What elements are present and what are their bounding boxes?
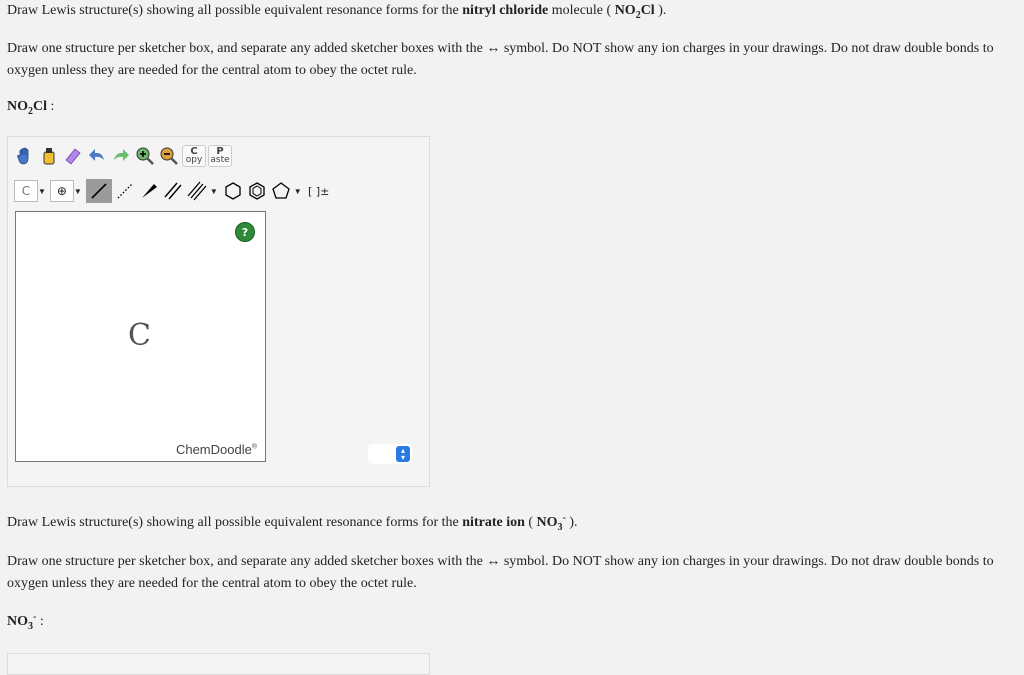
template-bracket-icon[interactable]: [ ]± — [308, 184, 330, 198]
q2-formula: $NO_3^-$ — [536, 512, 566, 533]
help-icon[interactable]: ? — [235, 222, 255, 242]
question2-prompt — [7, 512, 1010, 534]
zoom-in-icon[interactable] — [134, 145, 156, 167]
sketcher-toolbar-row1 — [14, 142, 234, 170]
up-down-arrows-icon[interactable]: ▴ ▾ — [396, 446, 410, 462]
q1-intro-text-c: ). — [654, 3, 667, 18]
charge-dropdown-arrow-icon[interactable]: ▼ — [73, 186, 82, 196]
wedge-bond-icon[interactable] — [138, 180, 160, 202]
element-select[interactable]: C — [14, 180, 38, 202]
sketcher-canvas[interactable] — [15, 211, 266, 462]
copy-button[interactable]: C opy — [182, 145, 206, 167]
q2-intro-text: Draw Lewis structure(s) showing all possible equivalent resonance forms for the — [7, 515, 463, 530]
q1-intro-text: Draw Lewis structure(s) showing all possible equivalent resonance forms for the — [7, 3, 463, 18]
q1-intro-text-b: molecule ( — [548, 3, 615, 18]
question1-prompt — [7, 0, 1010, 22]
single-bond-icon[interactable] — [86, 179, 112, 203]
redo-icon[interactable] — [110, 145, 132, 167]
chemdoodle-logo: ChemDoodle® — [175, 442, 257, 457]
double-bond-icon[interactable] — [162, 180, 184, 202]
benzene-ring-icon[interactable] — [246, 180, 268, 202]
zoom-out-icon[interactable] — [158, 145, 180, 167]
charge-select[interactable]: ⊕ — [50, 180, 74, 202]
question1-instructions: Draw one structure per sketcher box, and separate any added sketcher boxes with the ↔ symbol. Do NOT show any ion charges in your drawings. Do not draw double bonds to oxygen unless they are needed for the central atom to obey the octet rule. — [7, 41, 994, 78]
paste-button[interactable]: P aste — [208, 145, 232, 167]
hand-icon[interactable] — [14, 145, 36, 167]
chemdoodle-sketcher-2 — [7, 653, 430, 675]
q2-intro-text-c: ). — [565, 515, 578, 530]
canvas-atom-label[interactable]: C — [128, 318, 151, 353]
element-dropdown-arrow-icon[interactable]: ▼ — [38, 186, 46, 196]
q1-formula-label: $NO_2Cl$ : — [7, 99, 55, 117]
q2-intro-text-b: ( — [524, 515, 537, 530]
chemdoodle-sketcher — [7, 136, 430, 487]
undo-icon[interactable] — [86, 145, 108, 167]
q1-compound-name: nitryl chloride — [462, 3, 549, 18]
bond-dropdown-arrow-icon[interactable]: ▼ — [209, 186, 218, 196]
lasso-icon[interactable] — [38, 145, 60, 167]
sketcher-count-stepper[interactable] — [368, 444, 412, 464]
pentagon-ring-icon[interactable] — [270, 180, 292, 202]
question2-instructions: Draw one structure per sketcher box, and separate any added sketcher boxes with the ↔ symbol. Do NOT show any ion charges in your drawings. Do not draw double bonds to oxygen unless they are needed for the central atom to obey the octet rule. — [7, 554, 994, 591]
eraser-icon[interactable] — [62, 145, 84, 167]
sketcher-toolbar-row2 — [14, 177, 334, 205]
q2-formula-label: $NO_3^-$ : — [7, 611, 44, 632]
ring-dropdown-arrow-icon[interactable]: ▼ — [293, 186, 302, 196]
hexagon-ring-icon[interactable] — [222, 180, 244, 202]
dashed-bond-icon[interactable] — [114, 180, 136, 202]
q1-formula: $NO_2Cl$ — [614, 3, 655, 21]
q2-compound-name: nitrate ion — [462, 515, 525, 530]
triple-bond-icon[interactable] — [186, 180, 208, 202]
